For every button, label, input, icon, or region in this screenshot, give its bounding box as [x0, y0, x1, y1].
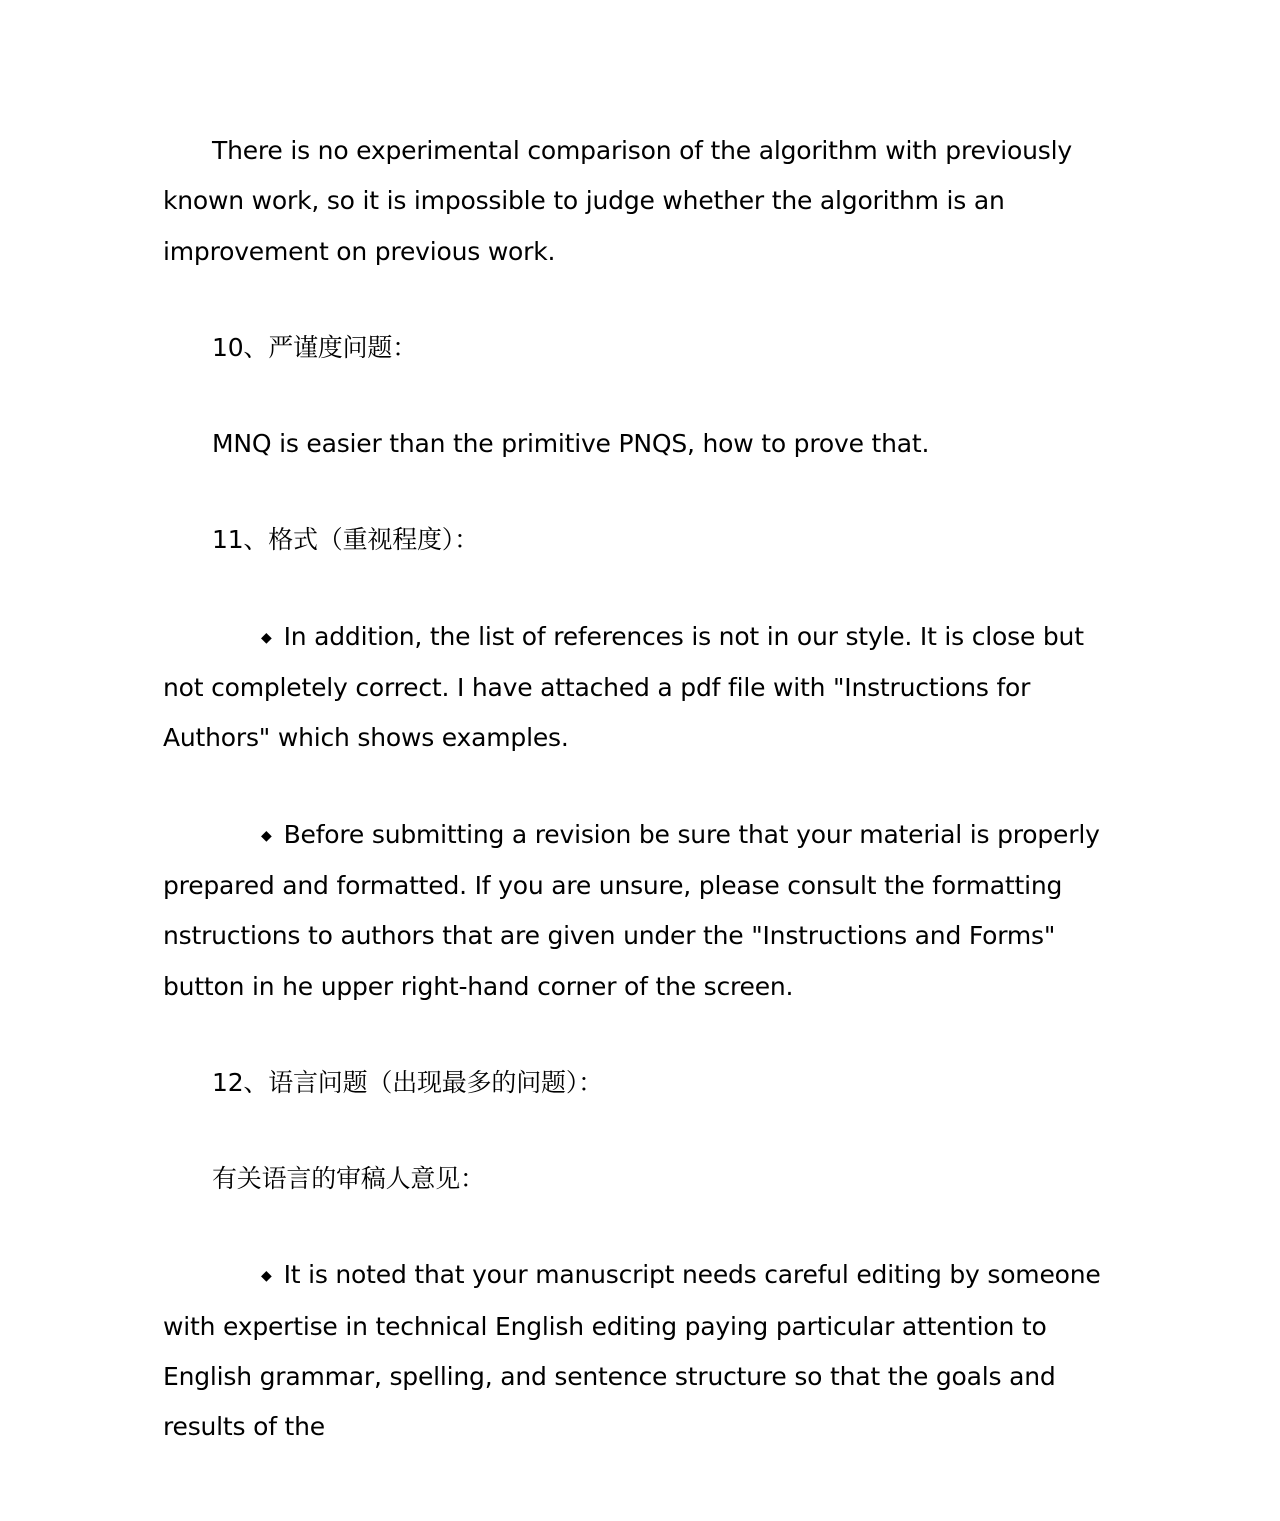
bullet-revision-formatting	[163, 810, 1123, 1012]
spacer	[163, 1108, 1123, 1154]
spacer	[163, 566, 1123, 612]
diamond-bullet-icon: ◆	[261, 1268, 272, 1285]
paragraph-reviewer-language-comments: 有关语言的审稿人意见：	[212, 1164, 485, 1194]
spacer	[163, 469, 1123, 515]
spacer	[163, 1204, 1123, 1250]
bullet-text: It is noted that your manuscript needs careful editing by someone with expertise in technical English editing paying particular attention to English grammar, spelling, and sentence structure so that the goals and results of the	[163, 1260, 1101, 1442]
bullet-references-style	[163, 612, 1123, 764]
spacer	[163, 277, 1123, 323]
paragraph-comparison: There is no experimental comparison of the algorithm with previously known work, so it is impossible to judge whether the algorithm is an improvement on previous work.	[163, 136, 1072, 266]
document-page	[163, 126, 1123, 1453]
spacer	[163, 764, 1123, 810]
spacer	[163, 1012, 1123, 1058]
bullet-text: Before submitting a revision be sure that your material is properly prepared and formatted. If you are unsure, please consult the formatting nstructions to authors that are given under the "Instructions and Forms" button in he upper right-hand corner of the screen.	[163, 819, 1100, 1001]
bullet-manuscript-editing	[163, 1250, 1123, 1452]
heading-format: 11、格式（重视程度）：	[212, 525, 479, 555]
heading-rigor-issues: 10、严谨度问题：	[212, 332, 418, 362]
bullet-text: In addition, the list of references is not in our style. It is close but not completely correct. I have attached a pdf file with "Instructions for Authors" which shows examples.	[163, 621, 1084, 753]
spacer	[163, 373, 1123, 419]
heading-language-issues: 12、语言问题（出现最多的问题）：	[212, 1067, 603, 1097]
paragraph-mnq-proof: MNQ is easier than the primitive PNQS, how to prove that.	[212, 429, 930, 459]
diamond-bullet-icon: ◆	[261, 629, 272, 646]
diamond-bullet-icon: ◆	[261, 827, 272, 844]
